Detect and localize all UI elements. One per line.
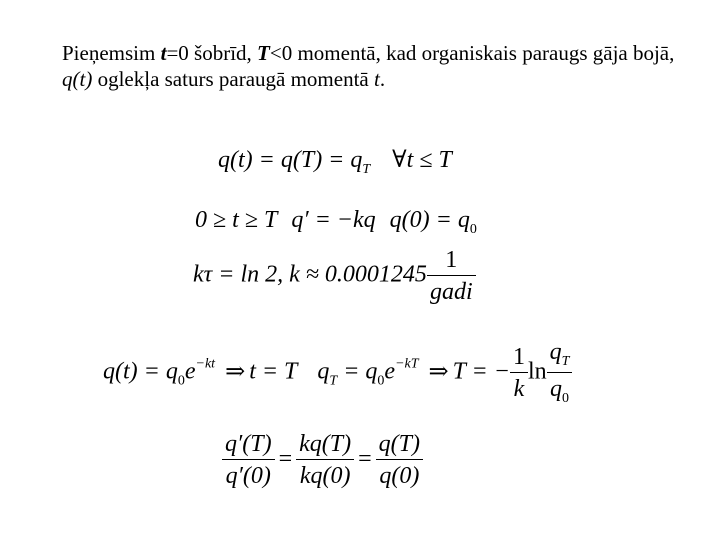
intro-paragraph	[62, 40, 702, 92]
eq4-arrow-1: ⇒	[225, 358, 246, 385]
eq5-n2: kq(T)	[296, 432, 354, 460]
intro-text-5: .	[379, 67, 386, 91]
equation-2	[195, 208, 477, 237]
eq4-c2-sub: 0	[377, 373, 385, 389]
eq4-c-sup: −kT	[395, 356, 419, 372]
eq3-fraction	[427, 248, 476, 304]
eq4-f-num: 1	[510, 345, 528, 373]
eq2-sub: 0	[469, 222, 477, 237]
intro-text-1: Pieņemsim	[62, 41, 161, 65]
eq5-n3: q(T)	[376, 432, 423, 460]
intro-func-q: q(t)	[62, 67, 93, 91]
intro-var-t: t	[160, 41, 167, 65]
intro-var-T: T	[257, 41, 270, 65]
eq5-equals-1: =	[278, 445, 293, 472]
eq2-range: 0 ≥ t ≥ T	[195, 207, 278, 233]
eq4-part-a: q(t) = q	[103, 358, 178, 385]
eq4-part-b: t = T	[249, 358, 298, 385]
eq4-g-den-wrap	[547, 373, 573, 406]
eq2-ode: q′ = −kq	[291, 207, 376, 233]
eq4-ln: ln	[527, 358, 547, 385]
eq5-fraction-2	[296, 432, 354, 488]
eq1-condition: ∀t ≤ T	[392, 147, 452, 173]
eq5-n1: q′(T)	[222, 432, 275, 460]
eq5-d1: q′(0)	[225, 463, 271, 489]
eq4-part-d: T = −	[452, 358, 510, 385]
eq5-fraction-1	[222, 432, 275, 488]
eq4-c-sub: T	[329, 373, 338, 389]
eq4-f-den: k	[513, 376, 525, 402]
intro-text-3: <0 momentā, kad organiskais paraugs gāja bojā,	[269, 41, 675, 65]
eq4-g-den-sub: 0	[562, 391, 569, 406]
eq4-a-sub: 0	[177, 373, 185, 389]
eq2-init: q(0) = q	[389, 207, 470, 233]
eq4-fraction-2	[547, 340, 573, 406]
intro-text-4: oglekļa saturs paraugā momentā	[92, 67, 374, 91]
eq4-g-num-sub: T	[561, 354, 570, 369]
eq5-d3: q(0)	[379, 463, 420, 489]
eq5-equals-2: =	[358, 445, 372, 472]
equation-4	[103, 340, 572, 406]
eq4-g-den: q	[550, 376, 562, 402]
eq4-e1: e	[184, 358, 196, 385]
eq4-g-num: q	[549, 339, 562, 365]
eq3-numerator: 1	[427, 248, 476, 276]
eq1-sub: T	[362, 162, 371, 177]
equation-1	[218, 148, 452, 177]
intro-var-t-end: t	[373, 67, 380, 91]
eq5-d2: kq(0)	[299, 463, 351, 489]
eq4-g-num-wrap	[547, 340, 573, 373]
eq4-arrow-2: ⇒	[428, 358, 449, 385]
eq4-e2: e	[384, 358, 396, 385]
eq5-fraction-3	[376, 432, 423, 488]
eq4-part-c2: = q	[337, 358, 378, 385]
eq1-lhs: q(t) = q(T) = q	[218, 147, 363, 173]
intro-text-2: =0 šobrīd,	[166, 41, 258, 65]
equation-5	[222, 432, 423, 488]
eq3-denominator: gadi	[429, 279, 473, 305]
eq3-main: kτ = ln 2, k ≈ 0.0001245	[193, 261, 427, 288]
eq4-a-sup: −kt	[195, 356, 216, 372]
eq4-fraction-1	[510, 345, 528, 401]
eq4-part-c: q	[317, 358, 330, 385]
equation-3	[193, 248, 476, 304]
